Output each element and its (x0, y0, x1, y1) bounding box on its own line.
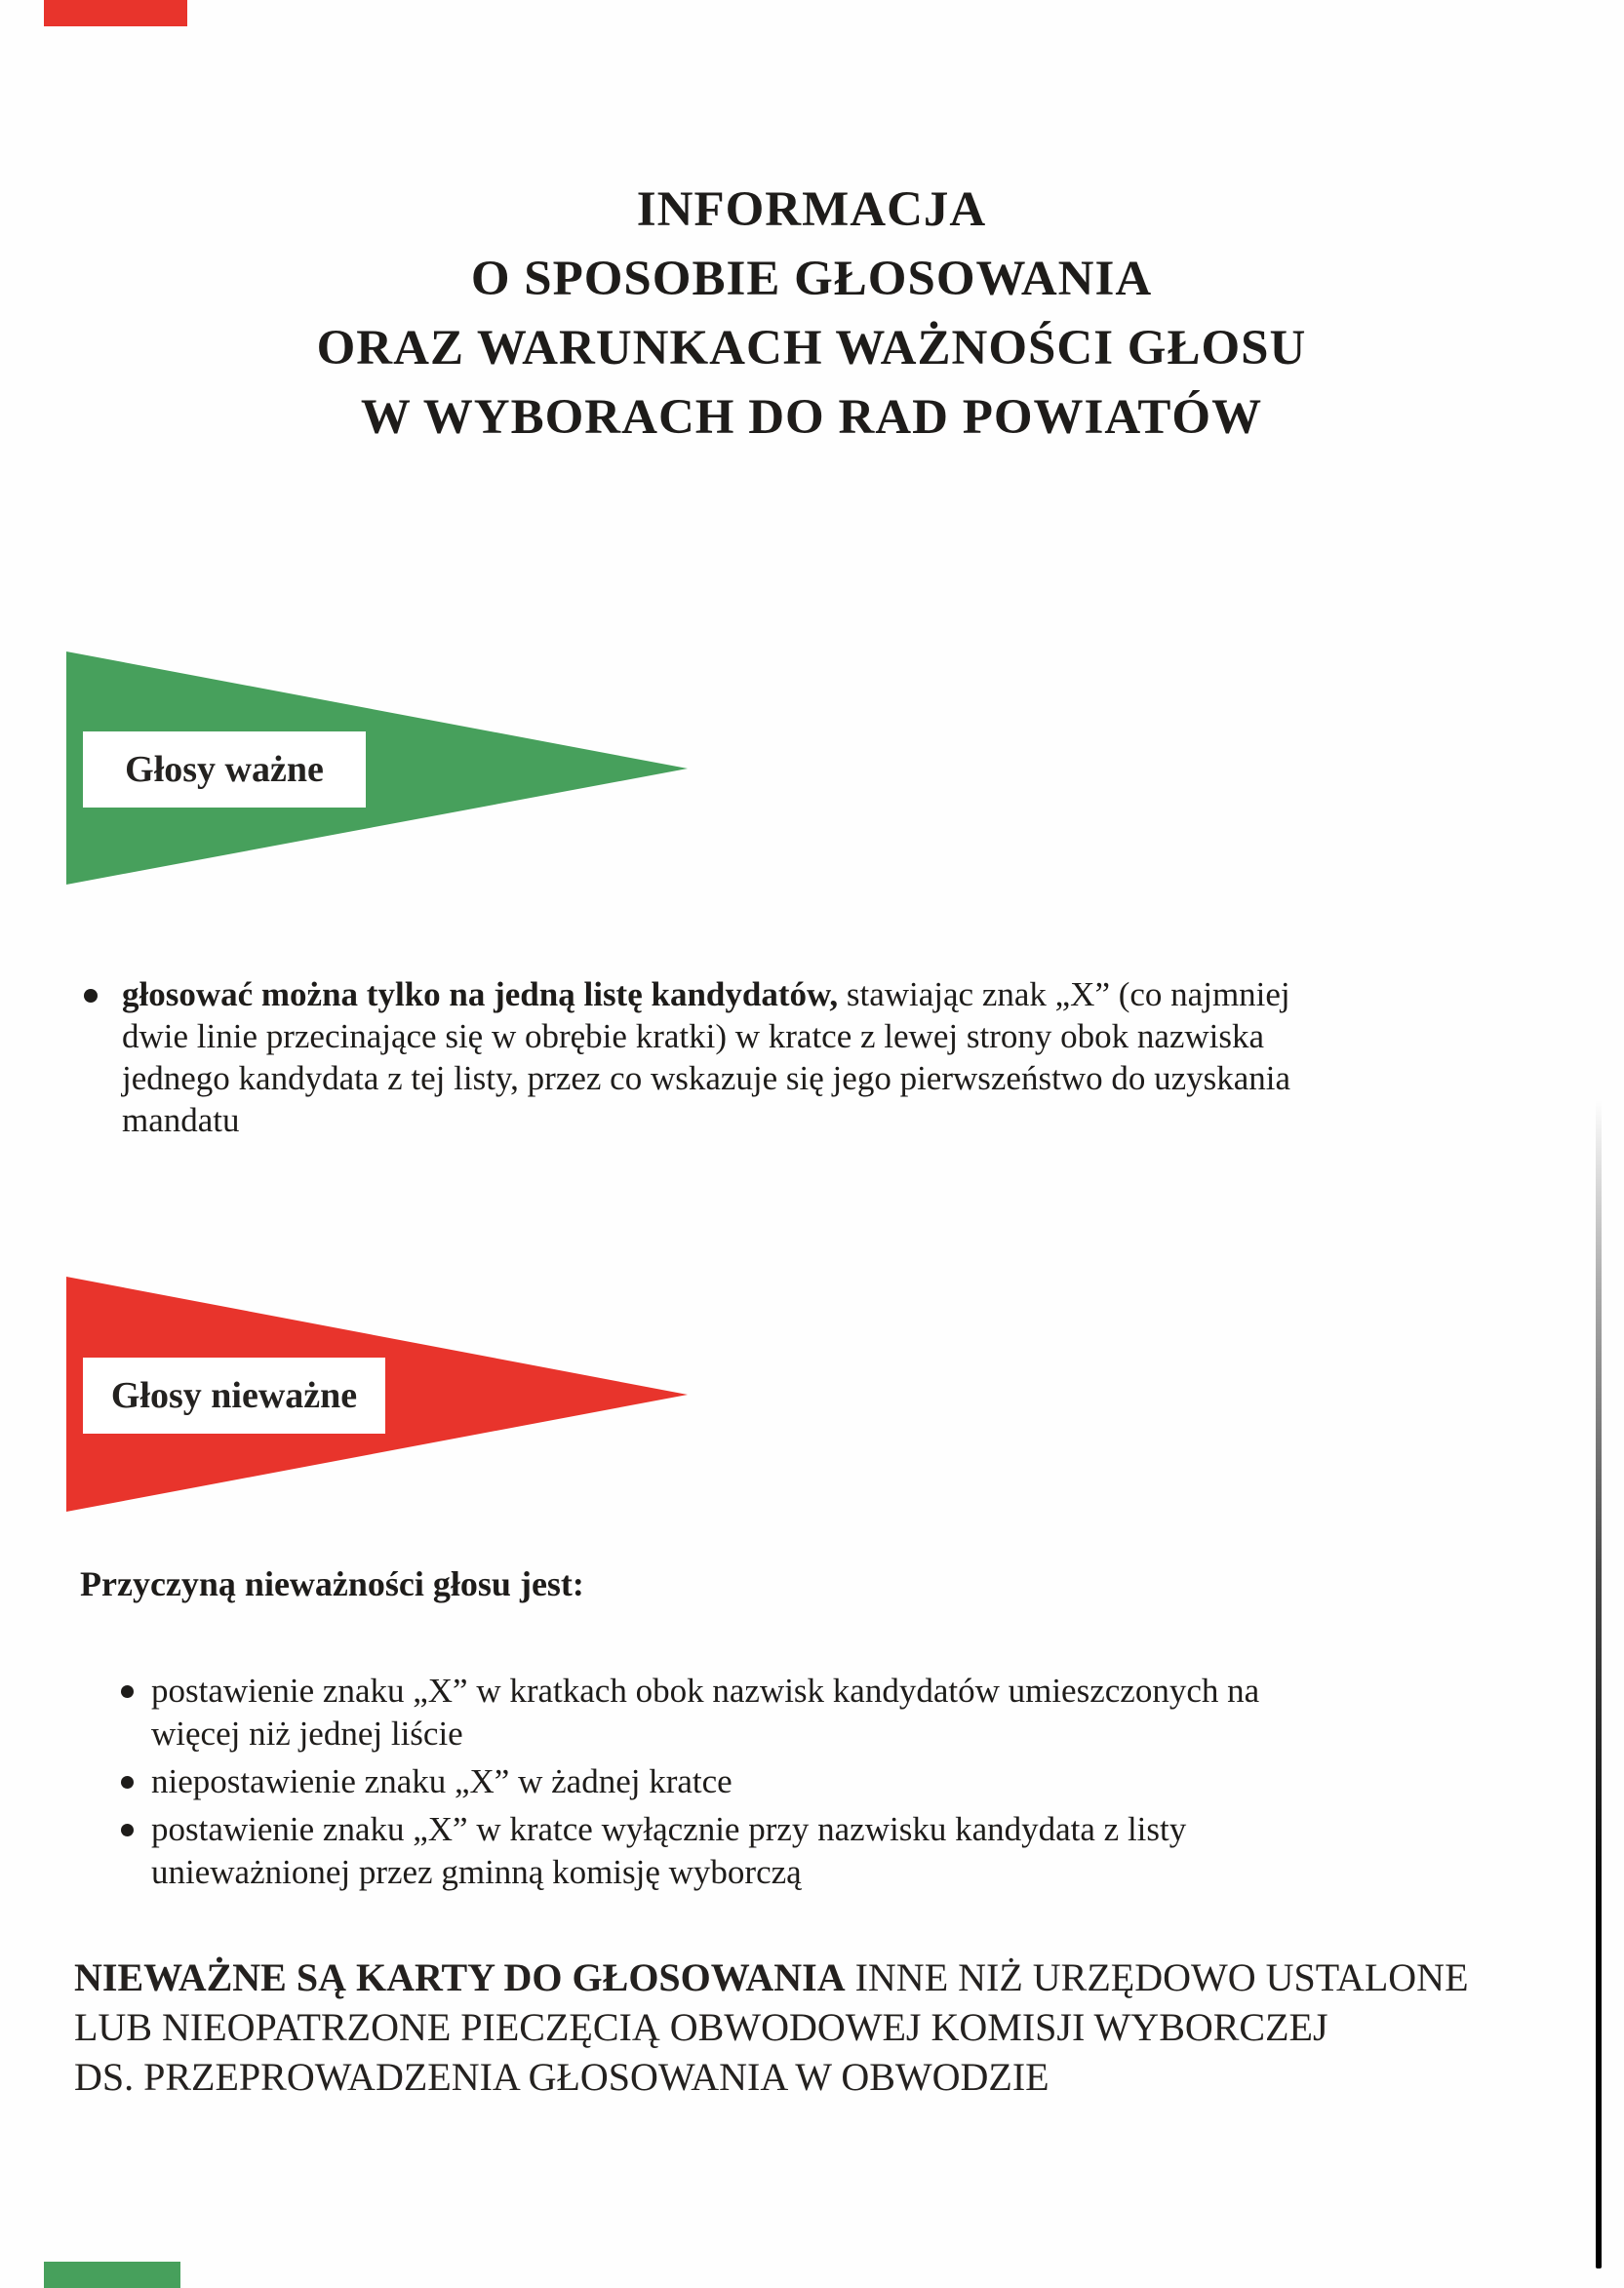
reason-1-line-1: postawienie znaku „X” w kratkach obok nazwisk kandydatów umieszczonych na (151, 1672, 1260, 1710)
reason-3-line-1: postawienie znaku „X” w kratce wyłącznie przy nazwisku kandydata z listy (151, 1810, 1187, 1848)
bullet-dot-icon (121, 1776, 134, 1789)
list-item (121, 1808, 1486, 1894)
invalid-votes-label: Głosy nieważne (110, 1375, 358, 1416)
invalid-reasons-heading: Przyczyną nieważności głosu jest: (80, 1564, 584, 1603)
scan-artifact-green-bar (44, 2262, 180, 2288)
invalid-votes-label-box (83, 1358, 385, 1434)
valid-votes-label: Głosy ważne (125, 749, 324, 790)
footer-line-3: DS. PRZEPROWADZENIA GŁOSOWANIA W OBWODZIE (74, 2055, 1050, 2099)
bullet-dot-icon (121, 1685, 134, 1698)
list-item (121, 1670, 1486, 1755)
reason-1-line-2: więcej niż jednej liście (151, 1715, 463, 1753)
invalid-votes-banner (66, 1277, 688, 1512)
voting-rule-line-2: dwie linie przecinające się w obrębie kratki) w kratce z lewej strony obok nazwiska (122, 1017, 1265, 1055)
voting-rule-line-4: mandatu (122, 1101, 240, 1139)
reason-3-line-2: unieważnionej przez gminną komisję wyborczą (151, 1853, 802, 1891)
reason-2-text (151, 1760, 1486, 1803)
scan-artifact-red-bar (44, 0, 187, 26)
valid-votes-label-box (83, 731, 366, 808)
title-line-4: W WYBORACH DO RAD POWIATÓW (360, 390, 1263, 445)
reason-2-line-1: niepostawienie znaku „X” w żadnej kratce (151, 1762, 733, 1800)
voting-rule-bold-intro: głosować można tylko na jedną listę kandydatów, (122, 975, 839, 1013)
reason-1-text (151, 1670, 1486, 1755)
valid-votes-banner (66, 651, 688, 885)
bullet-dot-icon (84, 989, 98, 1003)
voting-rule-line-1-rest: stawiając znak „X” (co najmniej (838, 975, 1290, 1013)
title-line-2: O SPOSOBIE GŁOSOWANIA (470, 252, 1153, 306)
title-line-3: ORAZ WARUNKACH WAŻNOŚCI GŁOSU (316, 321, 1307, 375)
voting-rule-line-1 (122, 973, 1488, 1015)
reason-3-text (151, 1808, 1486, 1894)
title-line-1: INFORMACJA (636, 182, 987, 237)
document-title (80, 176, 1543, 453)
voting-rule-paragraph (84, 973, 1488, 1141)
footer-bold-intro: NIEWAŻNE SĄ KARTY DO GŁOSOWANIA (74, 1955, 846, 1999)
footer-line-1 (74, 1953, 1566, 2002)
invalid-reasons-list (121, 1670, 1486, 1899)
footer-warning (74, 1953, 1566, 2102)
footer-line-2: LUB NIEOPATRZONE PIECZĘCIĄ OBWODOWEJ KOMISJI WYBORCZEJ (74, 2005, 1328, 2049)
bullet-dot-icon (121, 1824, 134, 1836)
voting-rule-line-3: jednego kandydata z tej listy, przez co wskazuje się jego pierwszeństwo do uzyskania (122, 1059, 1291, 1097)
footer-line-1-rest: INNE NIŻ URZĘDOWO USTALONE (845, 1955, 1469, 1999)
scan-artifact-vertical-line (1596, 1100, 1602, 2268)
voting-rule-text (122, 973, 1488, 1141)
list-item (121, 1760, 1486, 1803)
